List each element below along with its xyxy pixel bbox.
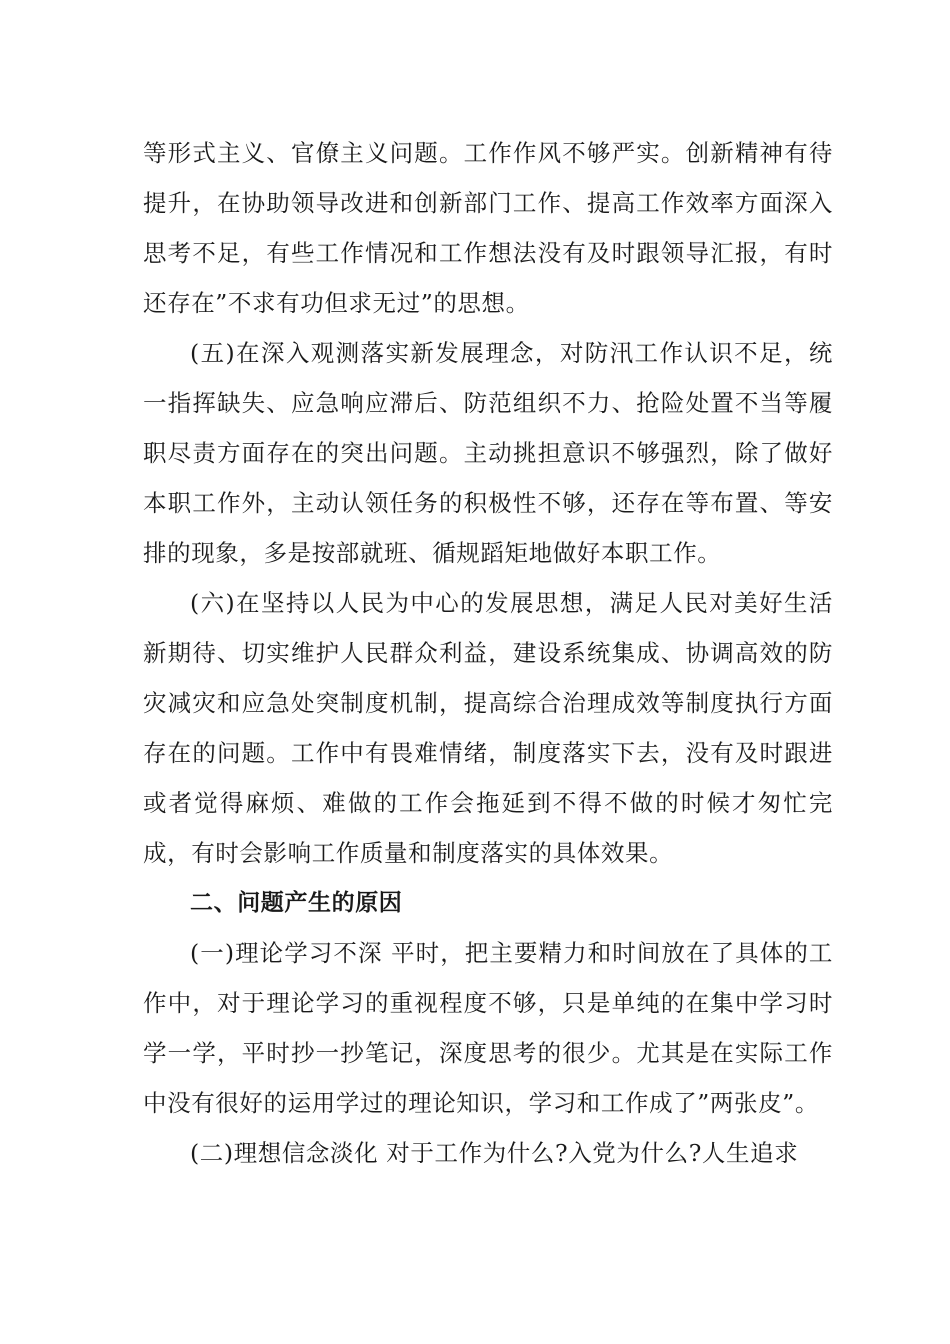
paragraph-continuation: 等形式主义、官僚主义问题。工作作风不够严实。创新精神有待提升，在协助领导改进和创新部门工作、提高工作效率方面深入思考不足，有些工作情况和工作想法没有及时跟领导汇报，有时还存在”不求有功但求无过”的思想。 — [143, 139, 833, 317]
paragraph-cause-two: (二)理想信念淡化 对于工作为什么?入党为什么?人生追求 — [190, 1139, 799, 1167]
section-heading-causes: 二、问题产生的原因 — [190, 890, 403, 916]
paragraph-six: (六)在坚持以人民为中心的发展思想，满足人民对美好生活新期待、切实维护人民群众利益，建设系统集成、协调高效的防灾减灾和应急处突制度机制，提高综合治理成效等制度执行方面存在的问题。工作中有畏难情绪，制度落实下去，没有及时跟进或者觉得麻烦、难做的工作会拖延到不得不做的时候才匆忙完成，有时会影响工作质量和制度落实的具体效果。 — [143, 589, 833, 867]
paragraph-cause-one: (一)理论学习不深 平时，把主要精力和时间放在了具体的工作中，对于理论学习的重视程度不够，只是单纯的在集中学习时学一学，平时抄一抄笔记，深度思考的很少。尤其是在实际工作中没有很好的运用学过的理论知识，学习和工作成了”两张皮”。 — [143, 939, 833, 1117]
document-body — [143, 128, 833, 1178]
paragraph-five: (五)在深入观测落实新发展理念，对防汛工作认识不足，统一指挥缺失、应急响应滞后、防范组织不力、抢险处置不当等履职尽责方面存在的突出问题。主动挑担意识不够强烈，除了做好本职工作外，主动认领任务的积极性不够，还存在等布置、等安排的现象，多是按部就班、循规蹈矩地做好本职工作。 — [143, 339, 833, 567]
